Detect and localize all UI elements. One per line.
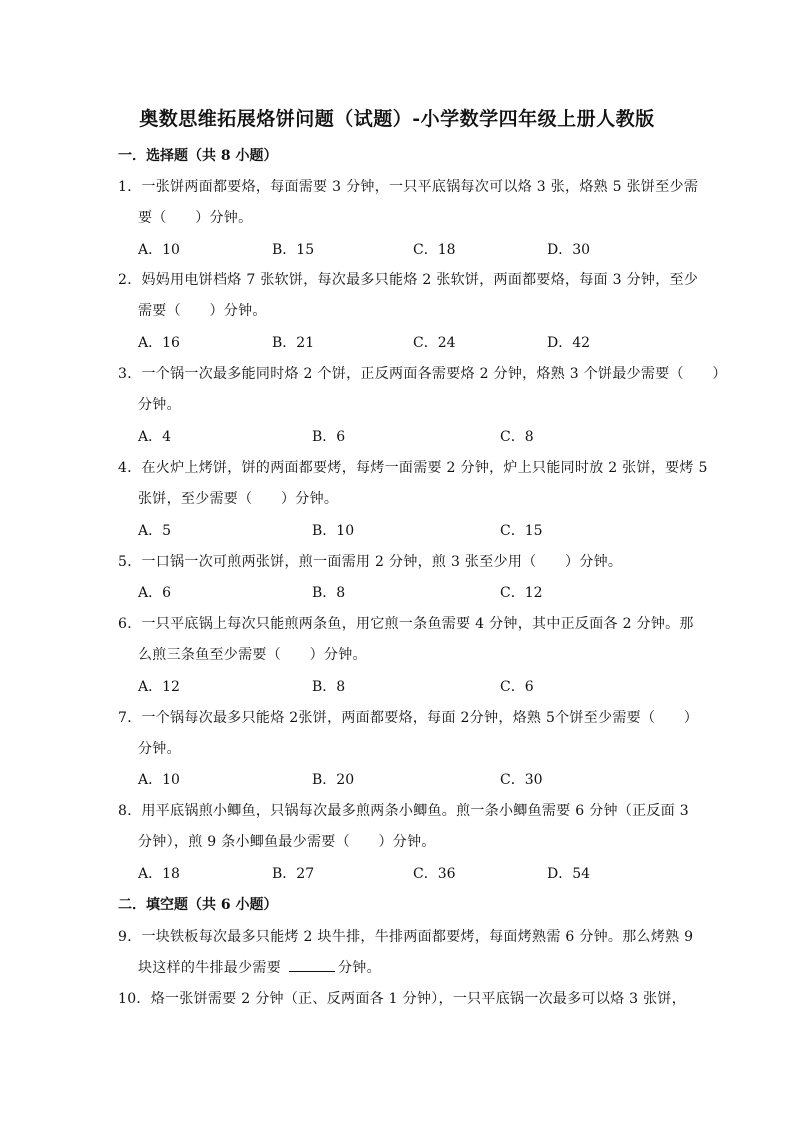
question-3-line1: 3．一个锅一次最多能同时烙 2 个饼，正反两面各需要烙 2 分钟，烙熟 3 个饼最少需要（ ）: [118, 366, 727, 382]
question-2-line1: 2．妈妈用电饼档烙 7 张软饼，每次最多只能烙 2 张软饼，两面都要烙，每面 3 分钟，至少: [118, 272, 699, 288]
question-7-line2: 分钟。: [138, 741, 181, 757]
question-2-line2: 需要（ ）分钟。: [138, 303, 267, 319]
option-b: B．6: [312, 429, 346, 445]
question-5-line1: 5．一口锅一次可煎两张饼，煎一面需用 2 分钟，煎 3 张至少用（ ）分钟。: [118, 554, 623, 570]
option-a: A．16: [138, 335, 180, 351]
question-9-line2: [138, 957, 381, 977]
question-9-text-after: 分钟。: [338, 960, 381, 976]
option-a: A．10: [138, 772, 180, 788]
page-title: 奥数思维拓展烙饼问题（试题）-小学数学四年级上册人教版: [139, 108, 655, 130]
option-b: B．15: [272, 242, 315, 258]
option-a: A．10: [138, 242, 180, 258]
question-6-line2: 么煎三条鱼至少需要（ ）分钟。: [138, 647, 367, 663]
option-c: C．30: [500, 772, 543, 788]
option-b: B．10: [312, 523, 355, 539]
question-7-line1: 7．一个锅每次最多只能烙 2张饼，两面都要烙，每面 2分钟，烙熟 5个饼至少需要（ ）: [118, 710, 699, 726]
option-b: B．8: [312, 679, 346, 695]
option-c: C．6: [500, 679, 534, 695]
question-8-line1: 8．用平底锅煎小鲫鱼，只锅每次最多煎两条小鲫鱼。煎一条小鲫鱼需要 6 分钟（正反面 3: [118, 803, 689, 819]
question-5-options: [138, 582, 698, 602]
question-4-line2: 张饼，至少需要（ ）分钟。: [138, 491, 339, 507]
question-10-line1: 10．烙一张饼需要 2 分钟（正、反两面各 1 分钟），一只平底锅一次最多可以烙 3 张饼，: [118, 991, 687, 1007]
option-c: C．36: [413, 866, 456, 882]
option-c: C．18: [413, 242, 456, 258]
question-1-line2: 要（ ）分钟。: [138, 210, 253, 226]
option-c: C．15: [500, 523, 543, 539]
question-9-text-before: 块这样的牛排最少需要: [138, 960, 281, 976]
option-b: B．27: [272, 866, 315, 882]
question-3-options: [138, 426, 698, 446]
section-heading-fill: 二．填空题（共 6 小题）: [118, 897, 278, 913]
question-8-options: [138, 863, 698, 883]
question-3-line2: 分钟。: [138, 397, 181, 413]
option-a: A．12: [138, 679, 180, 695]
option-b: B．21: [272, 335, 315, 351]
question-4-options: [138, 520, 698, 540]
option-d: D．42: [547, 335, 591, 351]
section-heading-choice: 一．选择题（共 8 小题）: [118, 148, 278, 164]
option-b: B．8: [312, 585, 346, 601]
question-2-options: [138, 332, 698, 352]
question-8-line2: 分钟），煎 9 条小鲫鱼最少需要（ ）分钟。: [138, 834, 436, 850]
option-a: A．6: [138, 585, 172, 601]
option-c: C．24: [413, 335, 456, 351]
option-d: D．54: [547, 866, 591, 882]
question-9-line1: 9．一块铁板每次最多只能烤 2 块牛排，牛排两面都要烤，每面烤熟需 6 分钟。那么烤熟 9: [118, 929, 694, 945]
question-1-options: [138, 239, 698, 259]
option-a: A．18: [138, 866, 180, 882]
option-a: A．5: [138, 523, 172, 539]
question-1-line1: 1．一张饼两面都要烙，每面需要 3 分钟，一只平底锅每次可以烙 3 张，烙熟 5 张饼至少需: [118, 179, 699, 195]
option-a: A．4: [138, 429, 172, 445]
option-b: B．20: [312, 772, 355, 788]
option-c: C．12: [500, 585, 543, 601]
question-6-line1: 6．一只平底锅上每次只能煎两条鱼，用它煎一条鱼需要 4 分钟，其中正反面各 2 分钟。那: [118, 616, 694, 632]
question-7-options: [138, 769, 698, 789]
option-d: D．30: [547, 242, 591, 258]
option-c: C．8: [500, 429, 534, 445]
answer-blank: [289, 959, 335, 972]
question-6-options: [138, 676, 698, 696]
question-4-line1: 4．在火炉上烤饼，饼的两面都要烤，每烤一面需要 2 分钟，炉上只能同时放 2 张饼，要烤 5: [118, 460, 708, 476]
